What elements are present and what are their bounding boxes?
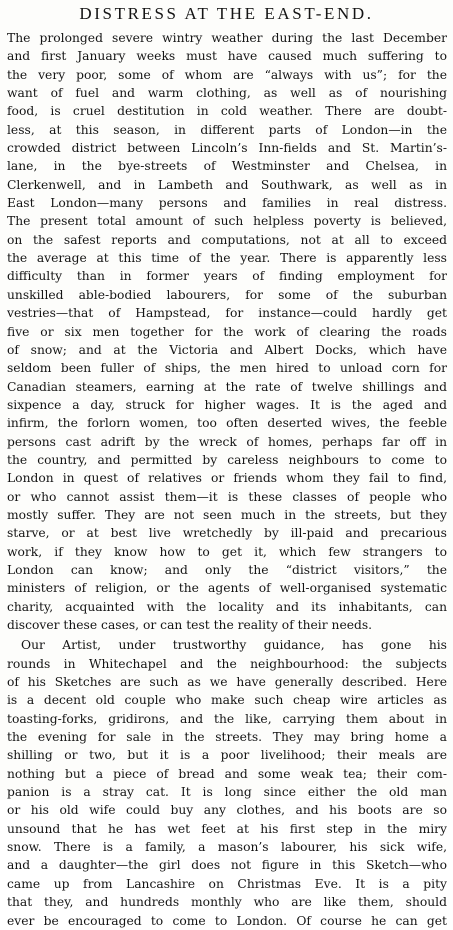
text-line: the very poor, some of whom are “always with us”; for the xyxy=(7,67,447,82)
text-line: panion is a stray cat. It is long since either the old man xyxy=(7,785,447,800)
text-line: nothing but a piece of bread and some weak tea; their com- xyxy=(7,766,447,781)
text-line: unsound that he has wet feet at his first step in the miry xyxy=(7,821,447,836)
text-line: charity, acquainted with the locality and its inhabitants, can xyxy=(7,599,447,614)
text-line: difficulty than in former years of finding employment for xyxy=(7,269,447,284)
text-line: toasting-forks, gridirons, and the like, carrying them about in xyxy=(7,711,447,726)
text-line: mostly suffer. They are not seen much in the streets, but they xyxy=(7,507,447,522)
text-line: The prolonged severe wintry weather during the last December xyxy=(7,31,447,45)
text-line: the average at this time of the year. There is apparently less xyxy=(7,251,447,266)
text-line: is a decent old couple who make such cheap wire articles as xyxy=(7,693,447,708)
text-line: discover these cases, or can test the reality of their needs. xyxy=(7,618,373,632)
text-line: seldom been fuller of ships, the men hired to unload corn for xyxy=(7,361,447,376)
text-line: on the safest reports and computations, not at all to exceed xyxy=(7,232,447,247)
text-line: of snow; and at the Victoria and Albert Docks, which have xyxy=(7,342,447,357)
text-line: infirm, the forlorn women, too often deserted wives, the feeble xyxy=(7,416,447,431)
text-line: and a daughter—the girl does not figure in this Sketch—who xyxy=(7,858,447,873)
text-line: want of fuel and warm clothing, as well as of nourishing xyxy=(7,86,447,101)
article-paragraph xyxy=(7,29,447,634)
text-line: or his old wife could buy any clothes, and his boots are so xyxy=(7,803,447,818)
text-line: or who cannot assist them—it is these classes of people who xyxy=(7,489,447,504)
text-line: lane, in the bye-streets of Westminster and Chelsea, in xyxy=(7,159,447,174)
text-line: East London—many persons and families in real distress. xyxy=(7,196,447,211)
text-line: London in quest of relatives or friends whom they fail to find, xyxy=(7,471,447,486)
text-line: food, is cruel destitution in cold weather. There are doubt- xyxy=(7,104,447,119)
text-line: the evening for sale in the streets. They may bring home a xyxy=(7,730,447,745)
text-line: five or six men together for the work of clearing the roads xyxy=(7,324,447,339)
text-line: Our Artist, under trustworthy guidance, has gone his xyxy=(21,638,447,653)
text-line: vestries—that of Hampstead, for instance—could hardly get xyxy=(7,306,447,321)
text-line: Canadian steamers, earning at the rate of twelve shillings and xyxy=(7,379,447,394)
text-line: sixpence a day, struck for higher wages. It is the aged and xyxy=(7,397,447,412)
text-line: and first January weeks must have caused much suffering to xyxy=(7,49,447,64)
text-line: Clerkenwell, and in Lambeth and Southwark, as well as in xyxy=(7,177,447,192)
text-line: crowded district between Lincoln’s Inn-fields and St. Martin’s- xyxy=(7,141,447,156)
text-line: ever be encouraged to come to London. Of course he can get xyxy=(7,913,447,928)
text-line: unskilled able-bodied labourers, for some of the suburban xyxy=(7,287,447,302)
text-line: less, at this season, in different parts of London—in the xyxy=(7,122,447,137)
article-paragraph xyxy=(7,636,447,930)
text-line: The present total amount of such helpless poverty is believed, xyxy=(7,214,447,229)
text-line: that they, and hundreds monthly who are like them, should xyxy=(7,895,447,910)
text-line: came up from Lancashire on Christmas Eve. It is a pity xyxy=(7,876,447,891)
text-line: work, if they know how to get it, which few strangers to xyxy=(7,544,447,559)
text-line: London can know; and only the “district visitors,” the xyxy=(7,562,447,577)
article-title: DISTRESS AT THE EAST-END. xyxy=(79,4,374,23)
text-line: of his Sketches are such as we have generally described. Here xyxy=(7,675,447,690)
article-body xyxy=(7,29,447,930)
text-line: the country, and permitted by careless neighbours to come to xyxy=(7,452,447,467)
text-line: rounds in Whitechapel and the neighbourhood: the subjects xyxy=(7,656,447,671)
text-line: persons cast adrift by the wreck of homes, perhaps far off in xyxy=(7,434,447,449)
text-line: starve, or at best live wretchedly by ill-paid and precarious xyxy=(7,526,447,541)
text-line: ministers of religion, or the agents of well-organised systematic xyxy=(7,581,447,596)
text-line: snow. There is a family, a mason’s labourer, his sick wife, xyxy=(7,840,447,855)
text-line: shilling or two, but it is a poor livelihood; their meals are xyxy=(7,748,447,763)
